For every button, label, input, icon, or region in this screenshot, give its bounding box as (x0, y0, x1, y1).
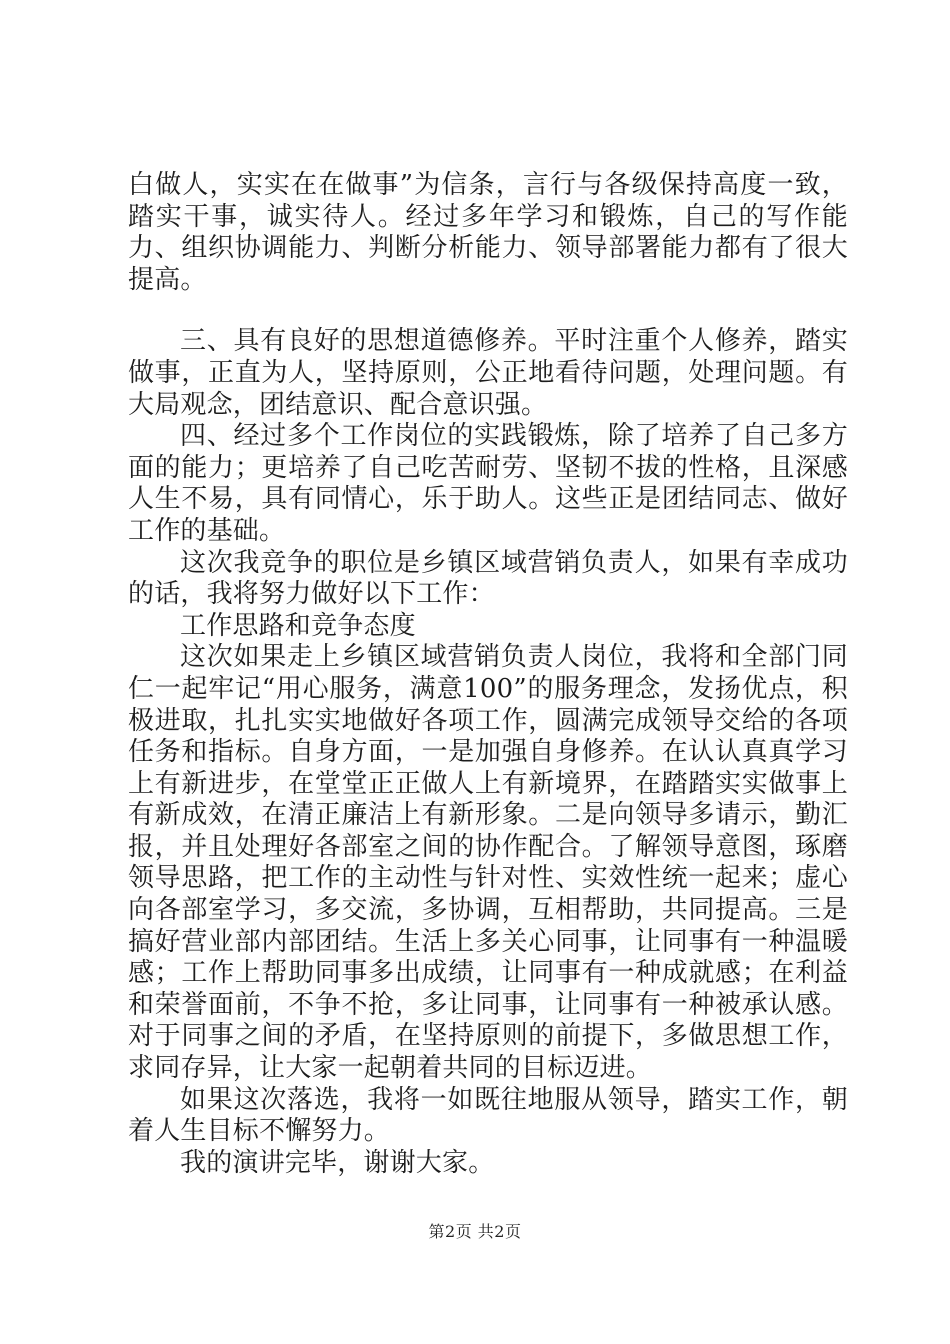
page-footer: 第2页 共2页 (428, 1222, 522, 1241)
paragraph-if-not-selected: 如果这次落选，我将一如既往地服从领导，踏实工作，朝着人生目标不懈努力。 (128, 1084, 848, 1147)
section-heading: 工作思路和竞争态度 (180, 610, 416, 641)
paragraph-point-three: 三、具有良好的思想道德修养。平时注重个人修养，踏实做事，正直为人，坚持原则，公正地看待问题，处理问题。有大局观念，团结意识、配合意识强。 (128, 326, 848, 420)
paragraph-closing: 我的演讲完毕，谢谢大家。 (180, 1147, 495, 1178)
paragraph-work-plan: 这次如果走上乡镇区域营销负责人岗位，我将和全部门同仁一起牢记“用心服务，满意100”的服务理念，发扬优点，积极进取，扎扎实实地做好各项工作，圆满完成领导交给的各项任务和指标。自身方面，一是加强自身修养。在认认真真学习上有新进步，在堂堂正正做人上有新境界，在踏踏实实做事上有新成效，在清正廉洁上有新形象。二是向领导多请示，勤汇报，并且处理好各部室之间的协作配合。了解领导意图，琢磨领导思路，把工作的主动性与针对性、实效性统一起来；虚心向各部室学习，多交流，多协调，互相帮助，共同提高。三是搞好营业部内部团结。生活上多关心同事，让同事有一种温暖感；工作上帮助同事多出成绩，让同事有一种成就感；在利益和荣誉面前，不争不抢，多让同事，让同事有一种被承认感。对于同事之间的矛盾，在坚持原则的前提下，多做思想工作，求同存异，让大家一起朝着共同的目标迈进。 (128, 642, 848, 1084)
paragraph-point-four: 四、经过多个工作岗位的实践锻炼，除了培养了自己多方面的能力；更培养了自己吃苦耐劳、坚韧不拔的性格，且深感人生不易，具有同情心，乐于助人。这些正是团结同志、做好工作的基础。 (128, 421, 848, 546)
paragraph-continuation: 白做人，实实在在做事”为信条，言行与各级保持高度一致，踏实干事，诚实待人。经过多年学习和锻炼，自己的写作能力、组织协调能力、判断分析能力、领导部署能力都有了很大提高。 (128, 170, 848, 295)
paragraph-position-intro: 这次我竞争的职位是乡镇区域营销负责人，如果有幸成功的话，我将努力做好以下工作： (128, 547, 848, 610)
document-body (128, 170, 848, 1179)
